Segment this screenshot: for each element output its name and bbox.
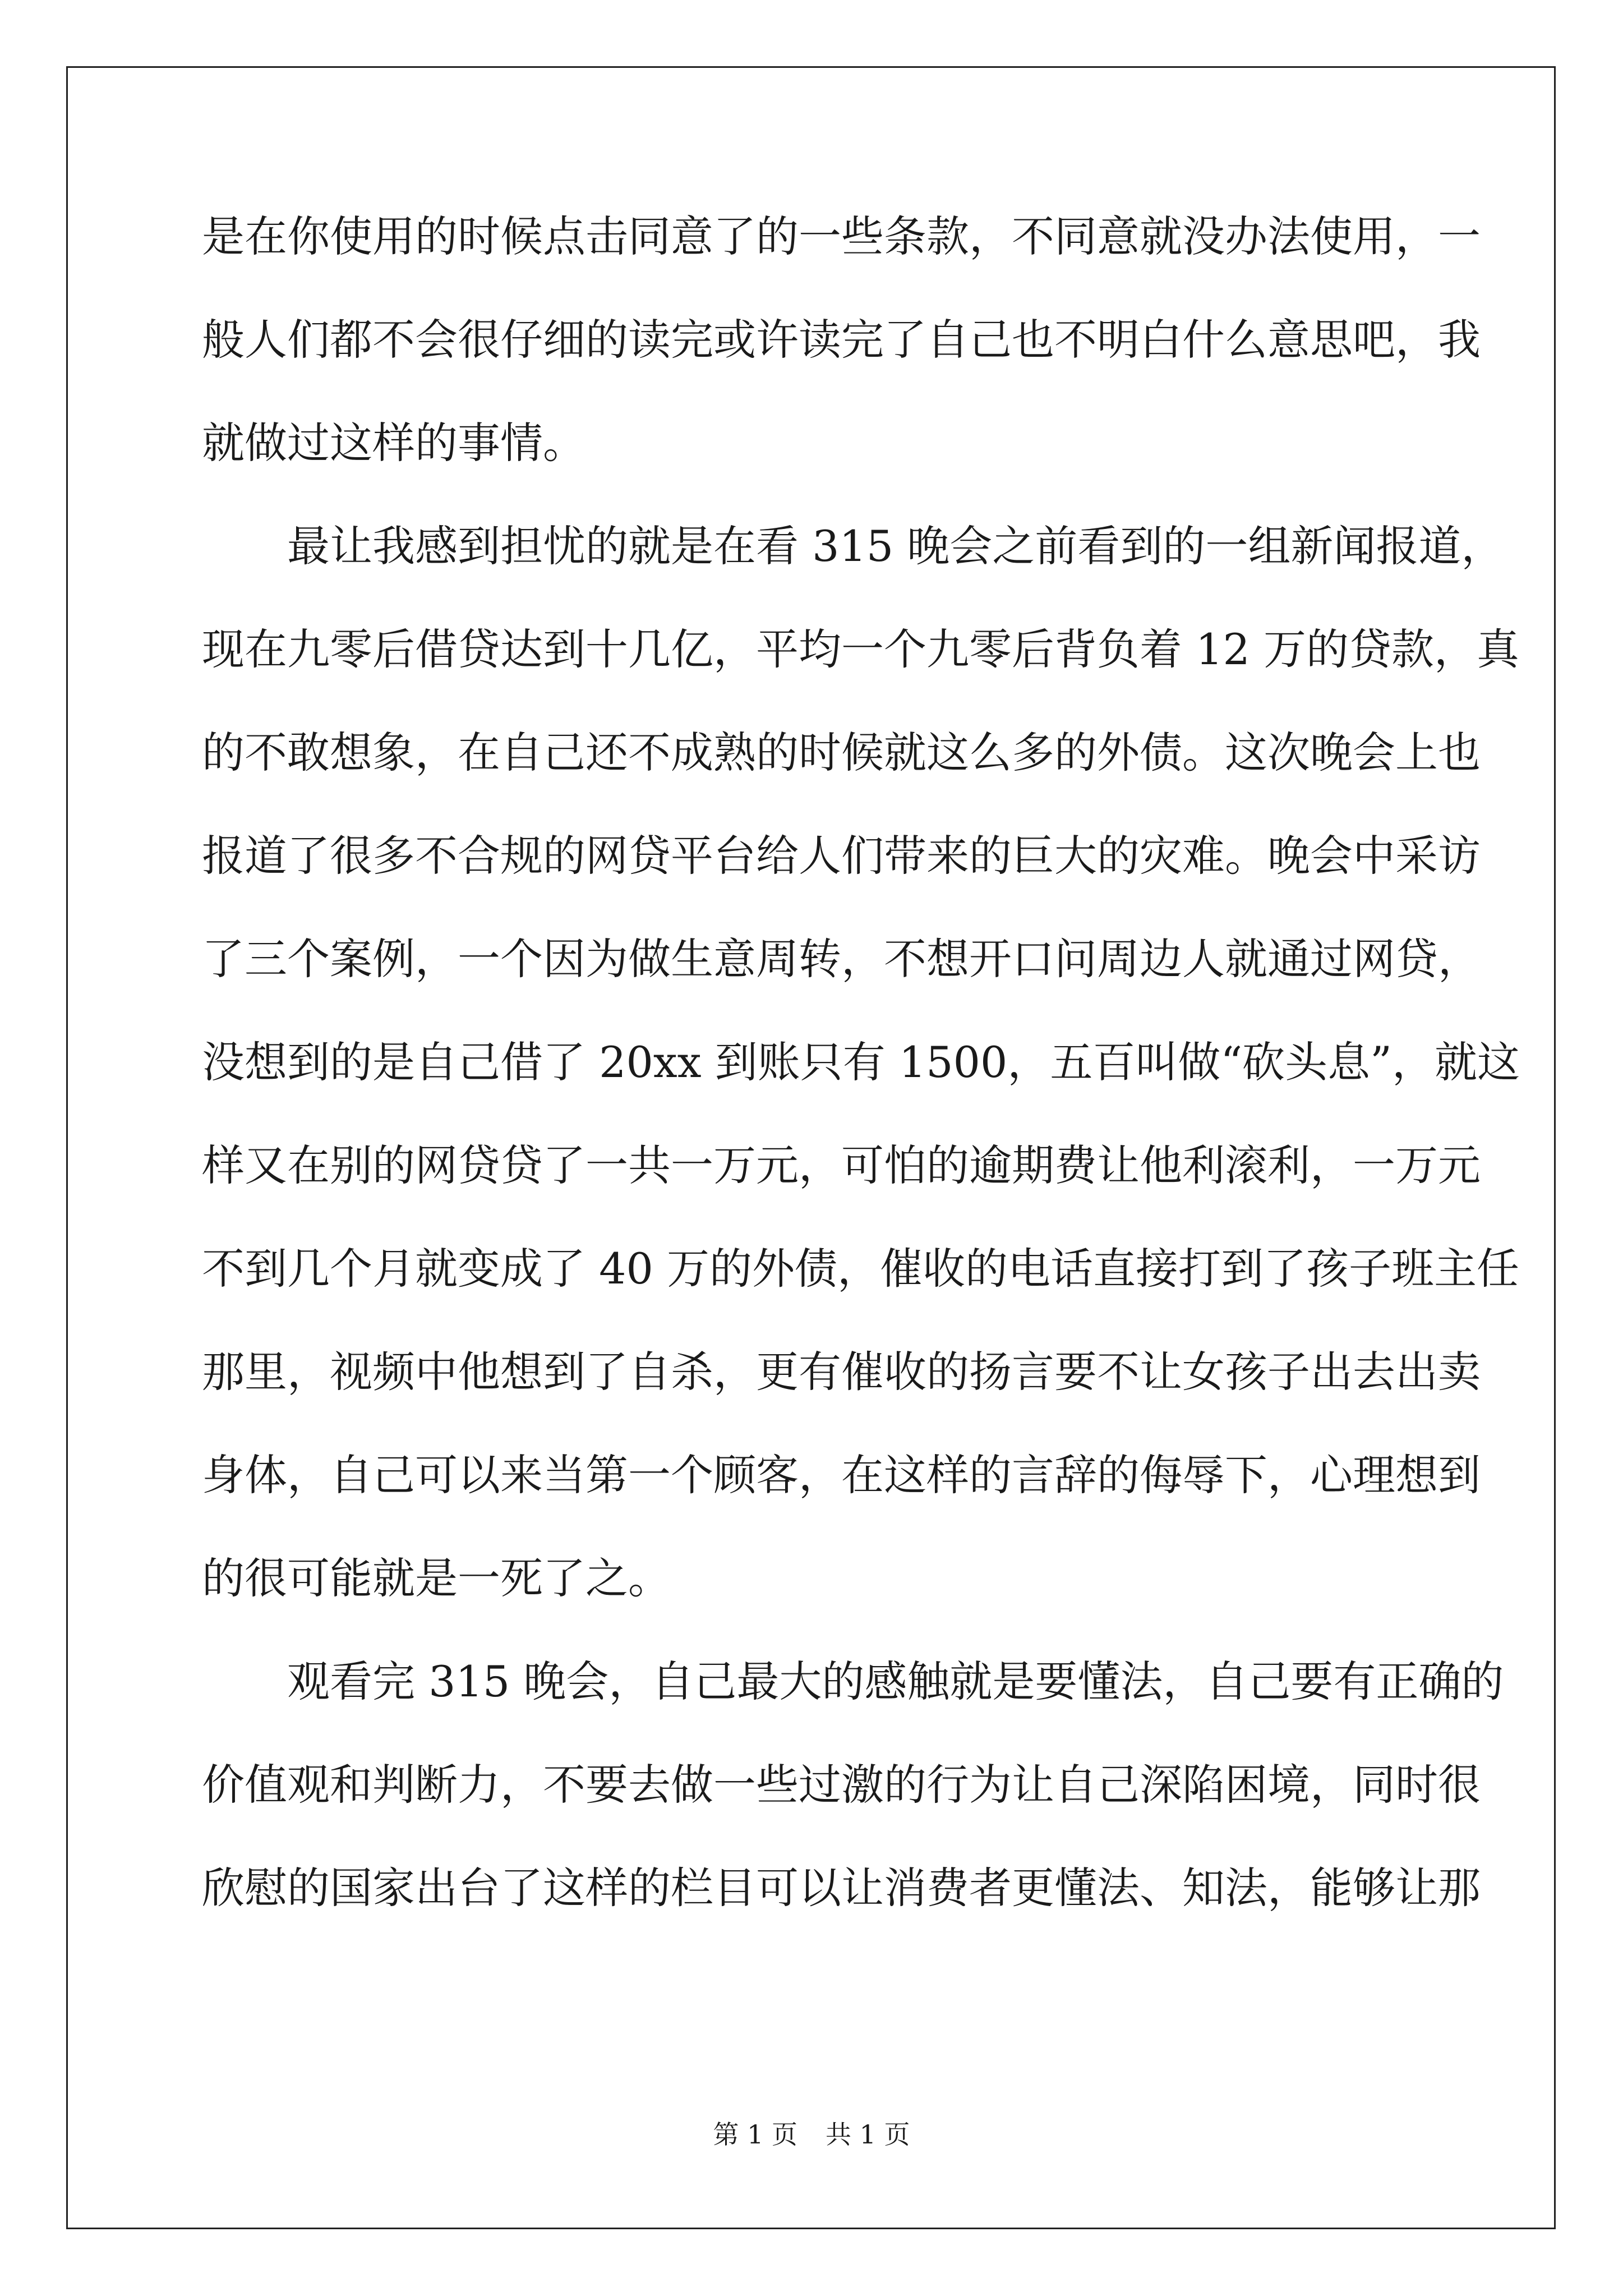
- text-line: 欣慰的国家出台了这样的栏目可以让消费者更懂法、知法，能够让那: [202, 1863, 1481, 1913]
- paragraph-start-line: 最让我感到担忧的就是在看 315 晚会之前看到的一组新闻报道，: [287, 521, 1504, 571]
- text-line: 样又在别的网贷贷了一共一万元，可怕的逾期费让他利滚利，一万元: [202, 1140, 1481, 1190]
- text-line: 是在你使用的时候点击同意了的一些条款，不同意就没办法使用，一: [202, 211, 1481, 261]
- text-line: 般人们都不会很仔细的读完或许读完了自己也不明白什么意思吧，我: [202, 315, 1481, 365]
- paragraph-start-line: 观看完 315 晚会，自己最大的感触就是要懂法，自己要有正确的: [287, 1657, 1504, 1706]
- text-line: 现在九零后借贷达到十几亿，平均一个九零后背负着 12 万的贷款，真: [202, 624, 1520, 674]
- text-line: 的很可能就是一死了之。: [202, 1553, 671, 1603]
- text-line: 了三个案例，一个因为做生意周转，不想开口问周边人就通过网贷，: [202, 934, 1481, 984]
- text-line: 就做过这样的事情。: [202, 418, 585, 468]
- page-footer: [0, 2118, 1623, 2151]
- page-number-total: 共 1 页: [826, 2119, 910, 2150]
- text-line: 没想到的是自己借了 20xx 到账只有 1500，五百叫做“砍头息”，就这: [202, 1037, 1520, 1087]
- text-line: 那里，视频中他想到了自杀，更有催收的扬言要不让女孩子出去出卖: [202, 1347, 1481, 1397]
- document-body: [202, 185, 1520, 1940]
- text-line: 不到几个月就变成了 40 万的外债，催收的电话直接打到了孩子班主任: [202, 1244, 1520, 1294]
- text-line: 身体，自己可以来当第一个顾客，在这样的言辞的侮辱下，心理想到: [202, 1450, 1481, 1500]
- text-line: 的不敢想象，在自己还不成熟的时候就这么多的外债。这次晚会上也: [202, 728, 1481, 777]
- text-line: 价值观和判断力，不要去做一些过激的行为让自己深陷困境，同时很: [202, 1760, 1481, 1810]
- page-number-current: 第 1 页: [713, 2119, 797, 2150]
- text-line: 报道了很多不合规的网贷平台给人们带来的巨大的灾难。晚会中采访: [202, 831, 1481, 881]
